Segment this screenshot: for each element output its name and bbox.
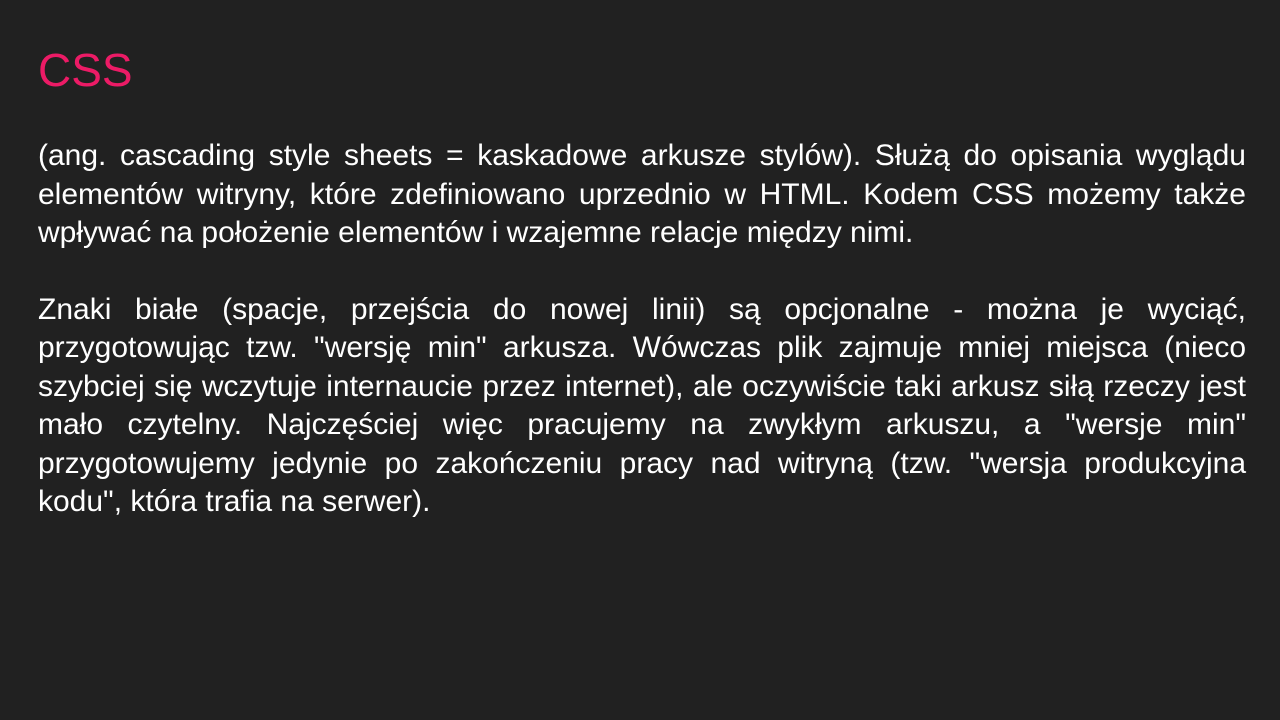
slide-body [38,137,1246,522]
paragraph-definition: (ang. cascading style sheets = kaskadowe arkusze stylów). Służą do opisania wyglądu elementów witryny, które zdefiniowano uprzednio w HTML. Kodem CSS możemy także wpływać na położenie elementów i wzajemne relacje między nimi. [38,139,1246,249]
slide-title: CSS [38,44,133,96]
paragraph-minification: Znaki białe (spacje, przejścia do nowej linii) są opcjonalne - można je wyciąć, przygotowując tzw. "wersję min" arkusza. Wówczas plik zajmuje mniej miejsca (nieco szybciej się wczytuje internaucie przez internet), ale oczywiście taki arkusz siłą rzeczy jest mało czytelny. Najczęściej więc pracujemy na zwykłym arkuszu, a "wersje min" przygotowujemy jedynie po zakończeniu pracy nad witryną (tzw. "wersja produkcyjna kodu", która trafia na serwer). [38,292,1246,518]
